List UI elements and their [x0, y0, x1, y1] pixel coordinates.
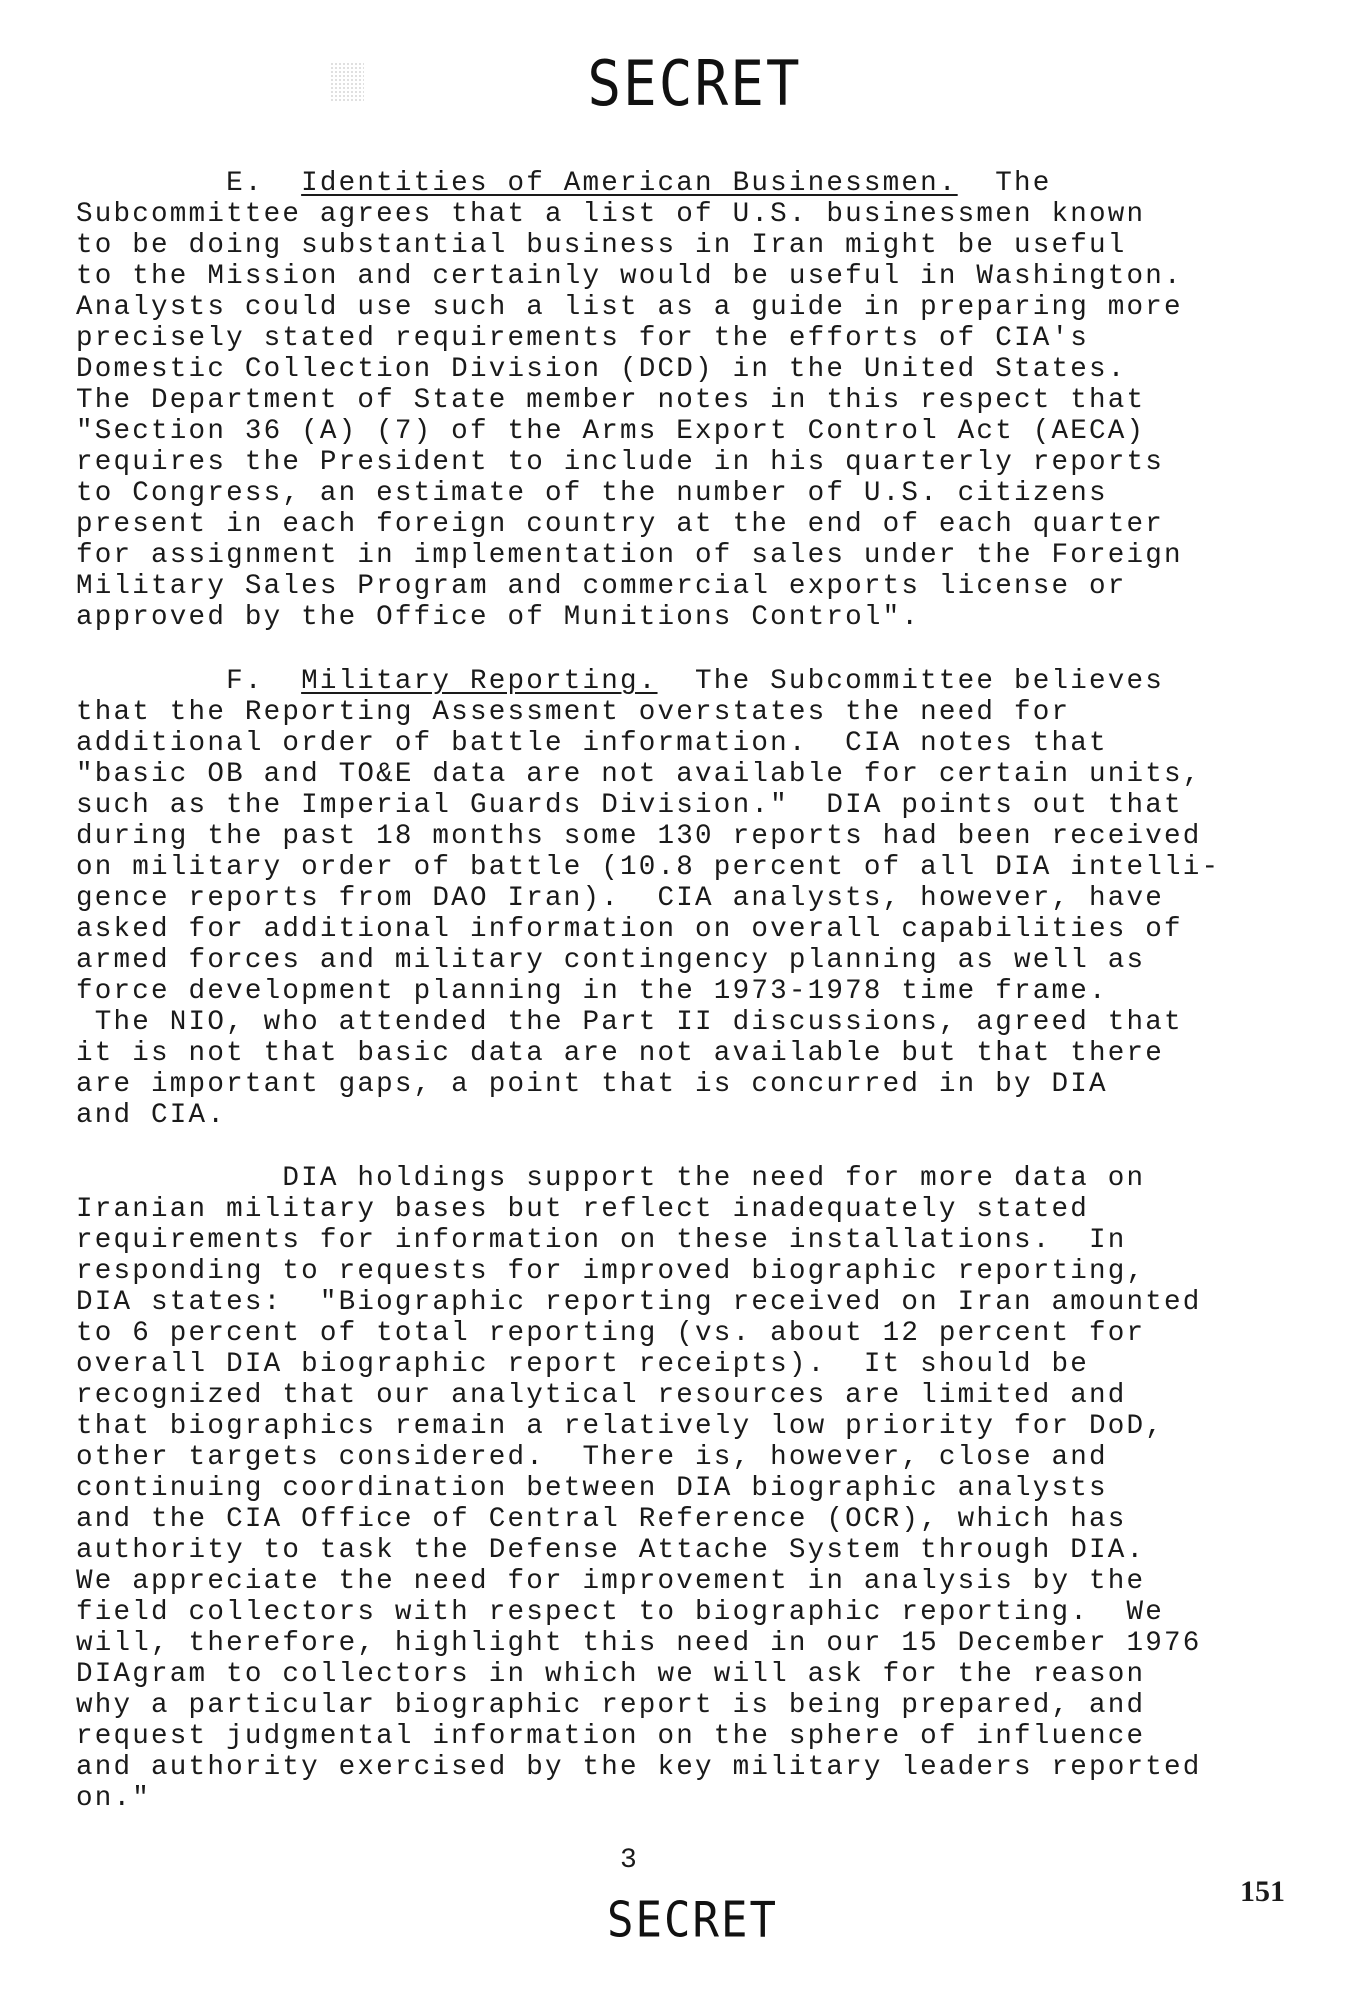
section-e-line1-tail: The [957, 168, 1052, 199]
dia-holdings-paragraph: DIA holdings support the need for more data on Iranian military bases but reflect inadequately stated requirements for information on these installations. In responding to requests for improved biographic reporting, DIA states: "Biographic reporting received on Iran amounted to 6 percent of total reporting (vs. about 12 percent for overall DIA biographic report receipts). It should be recognized that our analytical resources are limited and that biographics remain a relatively low priority for DoD, other targets considered. There is, however, close and continuing coordination between DIA biographic analysts and the CIA Office of Central Reference (OCR), which has authority to task the Defense Attache System through DIA. We appreciate the need for improvement in analysis by the field collectors with respect to biographic reporting. We will, therefore, highlight this need in our 15 December 1976 DIAgram to collectors in which we will ask for the reason why a particular biographic report is being prepared, and request judgmental information on the sphere of influence and authority exercised by the key military leaders reported on." [76, 1163, 1202, 1814]
section-f-paragraph [76, 666, 1220, 1131]
section-f-prefix: F. [76, 666, 302, 697]
classification-header: SECRET [587, 48, 802, 121]
document-number: 151 [1240, 1875, 1285, 1908]
section-e-body: Subcommittee agrees that a list of U.S. businessmen known to be doing substantial business in Iran might be useful to the Mission and certainly would be useful in Washington. Analysts could use such a list as a guide in preparing more precisely stated requirements for the efforts of CIA's Domestic Collection Division (DCD) in the United States. The Department of State member notes in this respect that "Section 36 (A) (7) of the Arms Export Control Act (AECA) requires the President to include in his quarterly reports to Congress, an estimate of the number of U.S. citizens present in each foreign country at the end of each quarter for assignment in implementation of sales under the Foreign Military Sales Program and commercial exports license or approved by the Office of Munitions Control". [76, 199, 1183, 633]
page-number: 3 [620, 1845, 637, 1876]
section-f-line1-tail: The Subcommittee believes [657, 666, 1165, 697]
section-f-heading: Military Reporting. [301, 666, 658, 697]
classification-footer: SECRET [607, 1891, 778, 1950]
section-f-body: that the Reporting Assessment overstates the need for additional order of battle information. CIA notes that "basic OB and TO&E data are not available for certain units, such as the Imperial Guards Division." DIA points out that during the past 18 months some 130 reports had been received on military order of battle (10.8 percent of all DIA intelli- gence reports from DAO Iran). CIA analysts, however, have asked for additional information on overall capabilities of armed forces and military contingency planning as well as force development planning in the 1973-1978 time frame. The NIO, who attended the Part II discussions, agreed that it is not that basic data are not available but that there are important gaps, a point that is concurred in by DIA and CIA. [76, 697, 1221, 1131]
section-e-paragraph [76, 168, 1183, 633]
section-e-heading: Identities of American Businessmen. [301, 168, 958, 199]
section-e-prefix: E. [76, 168, 302, 199]
